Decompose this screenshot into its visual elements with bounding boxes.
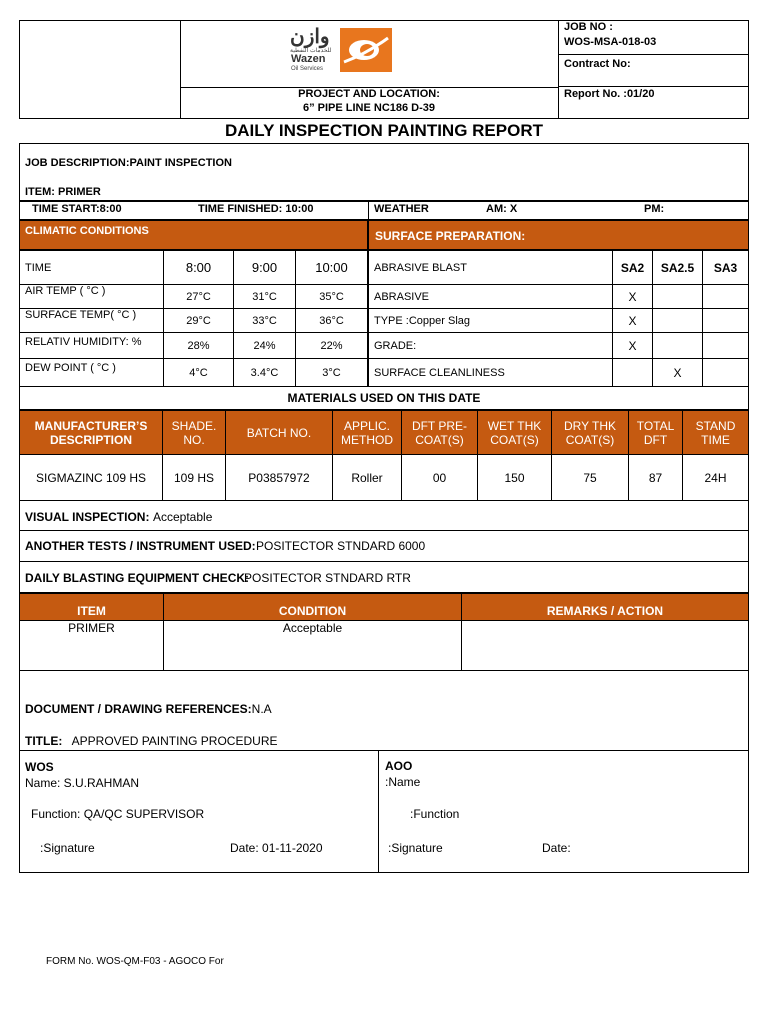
job-no-label: JOB NO : <box>564 21 613 33</box>
doc-ref-label: DOCUMENT / DRAWING REFERENCES: <box>25 702 252 716</box>
job-no-value: WOS-MSA-018-03 <box>564 36 657 48</box>
materials-cell: P03857972 <box>226 455 333 501</box>
climatic-value: 4°C <box>164 359 234 387</box>
surface-grade-header: SA3 <box>703 251 749 285</box>
surface-mark: X <box>613 333 653 359</box>
visual-inspection-value: Acceptable <box>153 510 213 524</box>
weather-pm: PM: <box>644 203 665 215</box>
aoo-label: AOO <box>385 759 413 773</box>
aoo-date: Date: <box>542 841 571 855</box>
surface-grade-header: SA2.5 <box>653 251 703 285</box>
surface-table <box>368 250 749 387</box>
surface-label: TYPE :Copper Slag <box>369 309 613 333</box>
surface-row <box>369 285 749 309</box>
climatic-value: 3.4°C <box>234 359 296 387</box>
title-line-value: APPROVED PAINTING PROCEDURE <box>71 734 278 748</box>
surface-mark <box>703 333 749 359</box>
aoo-name: :Name <box>385 775 421 789</box>
surface-label: SURFACE CLEANLINESS <box>369 359 613 387</box>
logo-name: Wazen <box>291 53 326 65</box>
condition-cell: PRIMER <box>20 621 164 671</box>
climatic-value: 22% <box>296 333 368 359</box>
surface-row <box>369 359 749 387</box>
condition-row <box>20 621 749 671</box>
surface-row <box>369 309 749 333</box>
climatic-row <box>20 309 368 333</box>
surface-mark: X <box>613 309 653 333</box>
wos-date: Date: 01-11-2020 <box>230 841 323 855</box>
condition-header: REMARKS / ACTION <box>462 594 749 621</box>
surface-label: ABRASIVE BLAST <box>369 251 613 285</box>
climatic-value: 9:00 <box>234 251 296 285</box>
climatic-label: TIME <box>20 251 164 285</box>
materials-cell: Roller <box>333 455 402 501</box>
condition-header: ITEM <box>20 594 164 621</box>
climatic-row <box>20 333 368 359</box>
surface-grade-header: SA2 <box>613 251 653 285</box>
condition-header-row <box>20 594 749 621</box>
surface-mark <box>703 309 749 333</box>
condition-cell: Acceptable <box>164 621 462 671</box>
page-title: DAILY INSPECTION PAINTING REPORT <box>224 121 543 140</box>
climatic-value: 3°C <box>296 359 368 387</box>
materials-title: MATERIALS USED ON THIS DATE <box>19 386 749 410</box>
climatic-value: 29°C <box>164 309 234 333</box>
item-line: ITEM: PRIMER <box>25 186 101 198</box>
surface-row <box>369 333 749 359</box>
aoo-signature: :Signature <box>388 841 443 855</box>
blasting-check-value: POSITECTOR STNDARD RTR <box>244 571 411 585</box>
surface-mark <box>703 359 749 387</box>
materials-cell: 150 <box>478 455 552 501</box>
climatic-row <box>20 359 368 387</box>
surface-mark <box>653 333 703 359</box>
doc-ref-line <box>25 702 272 716</box>
climatic-value: 28% <box>164 333 234 359</box>
wos-function: Function: QA/QC SUPERVISOR <box>31 807 205 821</box>
visual-inspection-label: VISUAL INSPECTION: <box>25 510 150 524</box>
materials-header: STAND TIME <box>683 411 749 455</box>
materials-cell: 24H <box>683 455 749 501</box>
materials-cell: 109 HS <box>163 455 226 501</box>
climatic-value: 35°C <box>296 285 368 309</box>
condition-header: CONDITION <box>164 594 462 621</box>
climatic-label: RELATIV HUMIDITY: % <box>20 333 164 359</box>
climatic-value: 36°C <box>296 309 368 333</box>
climatic-value: 24% <box>234 333 296 359</box>
materials-header: SHADE. NO. <box>163 411 226 455</box>
materials-header-row <box>20 411 749 455</box>
weather-am: AM: X <box>486 203 518 215</box>
title-line <box>25 734 277 748</box>
project-value: 6” PIPE LINE NC186 D-39 <box>302 102 436 114</box>
logo-mark-icon <box>340 28 392 72</box>
climatic-header: CLIMATIC CONDITIONS <box>19 220 368 250</box>
time-finished: TIME FINISHED: 10:00 <box>198 203 314 215</box>
doc-ref-value: N.A <box>251 702 272 716</box>
climatic-value: 33°C <box>234 309 296 333</box>
form-footer: FORM No. WOS-QM-F03 - AGOCO For <box>46 956 224 967</box>
references-block <box>19 670 749 873</box>
title-line-label: TITLE: <box>25 734 63 748</box>
climatic-value: 27°C <box>164 285 234 309</box>
logo-arabic: وازن <box>290 26 330 48</box>
job-info-block <box>19 143 749 201</box>
report-no: Report No. :01/20 <box>564 88 655 100</box>
company-logo <box>288 26 398 78</box>
climatic-row <box>20 285 368 309</box>
materials-header: MANUFACTURER’S DESCRIPTION <box>20 411 163 455</box>
another-tests-label: ANOTHER TESTS / INSTRUMENT USED: <box>25 539 256 553</box>
contract-label: Contract No: <box>564 58 631 70</box>
surface-header: SURFACE PREPARATION: <box>368 220 749 250</box>
another-tests-value: POSITECTOR STNDARD 6000 <box>256 539 426 553</box>
materials-header: DRY THK COAT(S) <box>552 411 629 455</box>
weather-label: WEATHER <box>374 203 429 215</box>
project-label: PROJECT AND LOCATION: <box>298 88 440 100</box>
time-start: TIME START:8:00 <box>32 203 122 215</box>
logo-arabic-sub: للخدمات النفطية <box>290 48 332 54</box>
materials-cell: 00 <box>402 455 478 501</box>
surface-mark <box>653 285 703 309</box>
materials-header: WET THK COAT(S) <box>478 411 552 455</box>
logo-sub: Oil Services <box>291 66 324 72</box>
aoo-function: :Function <box>410 807 460 821</box>
materials-cell: SIGMAZINC 109 HS <box>20 455 163 501</box>
surface-mark <box>613 359 653 387</box>
blasting-check-row <box>19 561 749 593</box>
wos-name: Name: S.U.RAHMAN <box>25 776 140 790</box>
climatic-label: AIR TEMP ( °C ) <box>20 285 164 309</box>
visual-inspection-row <box>19 500 749 531</box>
materials-row <box>20 455 749 501</box>
climatic-table <box>19 250 368 387</box>
surface-mark <box>653 309 703 333</box>
blasting-check-label: DAILY BLASTING EQUIPMENT CHECK: <box>25 571 250 585</box>
materials-header: TOTAL DFT <box>629 411 683 455</box>
materials-header: BATCH NO. <box>226 411 333 455</box>
surface-mark: X <box>613 285 653 309</box>
wos-label: WOS <box>25 760 54 774</box>
climatic-label: SURFACE TEMP( °C ) <box>20 309 164 333</box>
climatic-label: DEW POINT ( °C ) <box>20 359 164 387</box>
another-tests-row <box>19 530 749 562</box>
surface-label: ABRASIVE <box>369 285 613 309</box>
condition-cell <box>462 621 749 671</box>
materials-cell: 87 <box>629 455 683 501</box>
materials-header: APPLIC. METHOD <box>333 411 402 455</box>
climatic-row <box>20 251 368 285</box>
materials-table <box>19 410 749 501</box>
surface-row <box>369 251 749 285</box>
climatic-value: 8:00 <box>164 251 234 285</box>
materials-header: DFT PRE-COAT(S) <box>402 411 478 455</box>
job-description: JOB DESCRIPTION:PAINT INSPECTION <box>25 157 232 169</box>
wos-signature: :Signature <box>40 841 95 855</box>
condition-table <box>19 593 749 671</box>
climatic-value: 31°C <box>234 285 296 309</box>
surface-mark: X <box>653 359 703 387</box>
materials-cell: 75 <box>552 455 629 501</box>
surface-label: GRADE: <box>369 333 613 359</box>
surface-mark <box>703 285 749 309</box>
climatic-value: 10:00 <box>296 251 368 285</box>
